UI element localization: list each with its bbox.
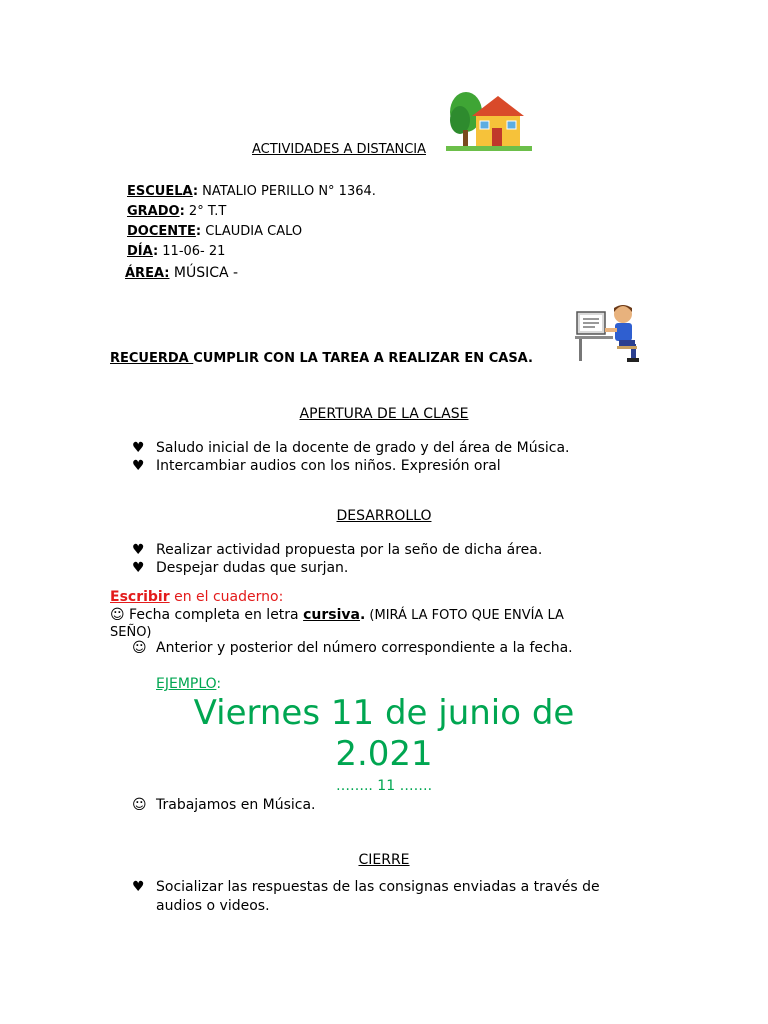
area-label: ÁREA: xyxy=(125,266,170,281)
escuela-label: ESCUELA xyxy=(127,184,193,199)
info-grado: GRADO: 2° T.T xyxy=(127,204,227,219)
info-area xyxy=(125,265,238,281)
list-item: ♥ Realizar actividad propuesta por la seño de dicha área. xyxy=(132,542,543,558)
cierre-item-cont: audios o videos. xyxy=(156,898,270,914)
heart-icon: ♥ xyxy=(132,542,145,558)
heart-icon: ♥ xyxy=(132,560,145,576)
house-icon xyxy=(446,90,532,152)
smiley-icon: ☺ xyxy=(132,640,147,656)
dia-label: DÍA xyxy=(127,244,153,259)
ejemplo-label: EJEMPLO: xyxy=(156,676,222,692)
escribir-line-1: ☺ Fecha completa en letra cursiva. (MIRÁ LA FOTO QUE ENVÍA LA xyxy=(110,607,564,623)
list-item: ♥ Socializar las respuestas de las consignas enviadas a través de xyxy=(132,879,600,895)
ejemplo-date-line-1: Viernes 11 de junio de xyxy=(193,693,575,733)
escribir-heading: Escribir en el cuaderno: xyxy=(110,589,284,605)
list-item: ♥ Saludo inicial de la docente de grado y del área de Música. xyxy=(132,440,570,456)
info-docente: DOCENTE: CLAUDIA CALO xyxy=(127,224,303,239)
student-computer-icon xyxy=(575,302,643,364)
cierre-title: CIERRE xyxy=(358,852,410,868)
smiley-icon: ☺ xyxy=(110,607,125,623)
page-title: ACTIVIDADES A DISTANCIA xyxy=(252,142,427,157)
grado-label: GRADO xyxy=(127,204,180,219)
info-escuela: ESCUELA: NATALIO PERILLO N° 1364. xyxy=(127,184,376,199)
ejemplo-numbers: …….. 11 ……. xyxy=(335,778,433,794)
docente-label: DOCENTE xyxy=(127,224,196,239)
escribir-line-1-cont: SEÑO) xyxy=(110,625,152,640)
escribir-line-2: ☺ Anterior y posterior del número correspondiente a la fecha. xyxy=(132,640,573,656)
apertura-title: APERTURA DE LA CLASE xyxy=(299,406,469,422)
heart-icon: ♥ xyxy=(132,458,145,474)
reminder-text: RECUERDA CUMPLIR CON LA TAREA A REALIZAR EN CASA. xyxy=(110,351,533,366)
desarrollo-title: DESARROLLO xyxy=(336,508,432,524)
musica-line: ☺ Trabajamos en Música. xyxy=(132,797,316,813)
docente-value: CLAUDIA CALO xyxy=(201,224,303,239)
list-item: ♥ Despejar dudas que surjan. xyxy=(132,560,349,576)
area-value: MÚSICA - xyxy=(169,265,239,281)
heart-icon: ♥ xyxy=(132,440,145,456)
escuela-value: NATALIO PERILLO N° 1364. xyxy=(198,184,376,199)
dia-value: 11-06- 21 xyxy=(158,244,226,259)
list-item: ♥ Intercambiar audios con los niños. Expresión oral xyxy=(132,458,501,474)
smiley-icon: ☺ xyxy=(132,797,147,813)
grado-value: 2° T.T xyxy=(184,204,227,219)
heart-icon: ♥ xyxy=(132,879,145,895)
ejemplo-date-line-2: 2.021 xyxy=(335,734,433,774)
info-dia: DÍA: 11-06- 21 xyxy=(127,244,226,259)
